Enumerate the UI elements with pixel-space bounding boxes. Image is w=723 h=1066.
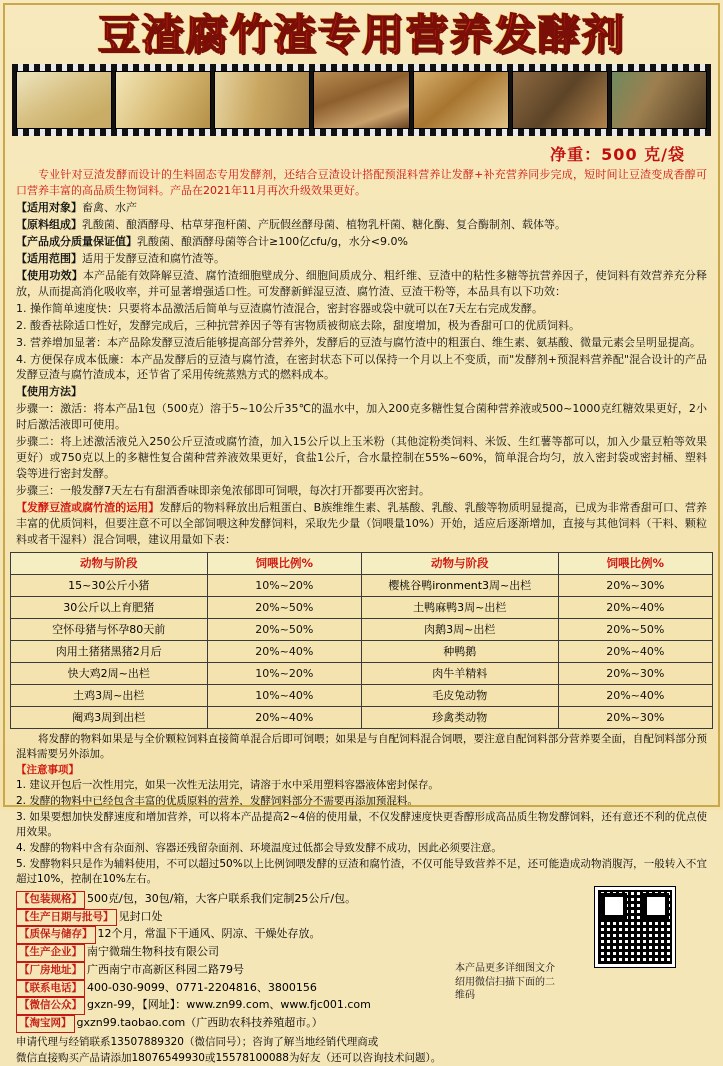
page-title: 豆渣腐竹渣专用营养发酵剂 [97,10,626,59]
effect-0: 1. 操作简单速度快：只要将本品激活后简单与豆渣腐竹渣混合，密封容器或袋中就可以在7天左右完成发酵。 [16,301,543,315]
body-text [10,167,713,548]
table-row [11,596,713,618]
row-4-col-3: 20%~30% [558,662,712,684]
row-2-col-3: 20%~50% [558,618,712,640]
footer-tag-0: 【包装规格】 [16,891,85,909]
footer-tag-2: 【质保与储存】 [16,926,96,944]
row-0-col-3: 20%~30% [558,574,712,596]
row-3-col-2: 种鸭鹅 [361,640,558,662]
row-3-col-0: 肉用土猪猪黑猪2月后 [11,640,208,662]
spec-line-2 [16,234,707,250]
notice-3: 4. 发酵的物料中含有杂面剂、容器还残留杂面剂、环境温度过低都会导致发酵不成功，因此必须要注意。 [16,842,502,855]
footer-row-7 [16,1015,707,1033]
row-1-col-3: 20%~40% [558,596,712,618]
photo-ducks [512,71,608,129]
row-5-col-1: 10%~40% [207,684,361,706]
row-1-col-2: 土鸭麻鸭3周~出栏 [361,596,558,618]
qr-block [565,887,705,967]
contact-lines [10,1033,713,1066]
footer-text-2: 12个月，常温下干通风、阴凉、干燥处存放。 [97,927,321,941]
spec-line-0 [16,200,707,216]
table-header-2: 动物与阶段 [361,552,558,574]
step-2: 步骤三：一般发酵7天左右有甜酒香味即亲兔浓郁即可饲喂，每次打开都要再次密封。 [16,484,430,497]
photo-feed-pile [413,71,509,129]
dosage-table [10,552,713,729]
spec-text-4: 本产品能有效降解豆渣、腐竹渣细胞壁成分、细胞间质成分、粗纤维、豆渣中的粘性多糖等抗营养因子，使饲料有效营养充分释放，从而提高消化吸收率，并可显著增强适口性。可发酵新鲜湿豆渣、腐竹渣、豆渣干粉等，本品具有以下功效： [16,268,708,298]
spec-text-1: 乳酸菌、酿酒酵母、枯草芽孢杆菌、产朊假丝酵母菌、植物乳杆菌、糖化酶、复合酶制剂、载体等。 [82,218,566,231]
effect-2: 3. 营养增加显著：本产品除发酵豆渣后能够提高部分营养外，发酵后的豆渣与腐竹渣中的粗蛋白、维生素、氨基酸、微量元素会呈明显提高。 [16,335,701,349]
row-6-col-0: 阉鸡3周到出栏 [11,706,208,728]
row-6-col-3: 20%~30% [558,706,712,728]
effect-1: 2. 酸香祛除适口性好，发酵完成后，三种抗营养因子等有害物质被彻底去除，甜度增加，极为香甜可口的优质饲料。 [16,318,580,332]
table-row [11,706,713,728]
table-header-1: 饲喂比例% [207,552,361,574]
contact-line-0: 申请代理与经销联系13507889320（微信同号）；咨询了解当地经销代理商或 [16,1035,379,1048]
contact-line-1: 微信直接购买产品请添加18076549930或15578100088为好友（还可以咨询技术问题）。 [16,1051,442,1064]
footer-text-0: 500克/包，30包/箱，大客户联系我们定制25公斤/包。 [87,891,357,905]
row-2-col-0: 空怀母猪与怀孕80天前 [11,618,208,640]
net-weight: 净重：500 克/袋 [550,145,685,165]
spec-label-2: 【产品成分质量保证值】 [16,234,137,248]
row-2-col-1: 20%~50% [207,618,361,640]
row-3-col-3: 20%~40% [558,640,712,662]
spec-line-4 [16,268,707,300]
notice-label: 【注意事项】 [16,763,79,776]
photo-farm [611,71,707,129]
notice-2: 3. 如果要想加快发酵速度和增加营养，可以将本产品提高2~4倍的使用量，不仅发酵速度快更香醇形成高品质生物发酵饲料，还有意还不利的优点使用效果。 [16,811,707,839]
photo-okara-shreds [115,71,211,129]
steps-label: 【使用方法】 [16,385,82,399]
footer-row-6 [16,997,707,1015]
after-table-text: 将发酵的物料如果是与全价颗粒饲料直接简单混合后即可饲喂；如果是与自配饲料混合饲喂，要注意自配饲料部分营养要全面，自配饲料部分预混料需要另外添加。 [16,732,707,760]
usage-text: 发酵后的物料释放出后粗蛋白、B族维维生素、乳基酸、乳酸、乳酸等物质明显提高，已成为非常香甜可口、营养丰富的优质饲料，但要注意不可以全部饲喂这种发酵饲料，采取先少量（饲喂量10%）开始，适应后逐渐增加，直接与其他饲料（干料、颗粒料或者干湿料）混合饲喂，建议用量如下表： [16,500,708,546]
row-5-col-0: 土鸡3周~出栏 [11,684,208,706]
footer-text-5: 400-030-9099、0771-2204816、3800156 [87,980,317,994]
spec-text-3: 适用于发酵豆渣和腐竹渣等。 [82,251,225,265]
row-6-col-1: 20%~40% [207,706,361,728]
row-0-col-1: 10%~20% [207,574,361,596]
spec-text-0: 畜禽、水产 [82,201,137,215]
table-header-row [11,552,713,574]
footer-tag-6: 【微信公众】 [16,997,85,1015]
row-4-col-0: 快大鸡2周~出栏 [11,662,208,684]
row-0-col-2: 樱桃谷鸭ironment3周~出栏 [361,574,558,596]
photo-pigs [313,71,409,129]
spec-line-3 [16,251,707,267]
intro-paragraph: 专业针对豆渣发酵而设计的生料固态专用发酵剂，还结合豆渣设计搭配预混料营养让发酵+补充营养同步完成，短时间让豆渣变成香醇可口营养丰富的高品质生物饲料。产品在2021年11月再次升级效果更好。 [16,168,707,198]
title-area [10,12,713,58]
table-row [11,662,713,684]
photo-okara-cake [16,71,112,129]
row-3-col-1: 20%~40% [207,640,361,662]
spec-label-3: 【适用范围】 [16,251,82,265]
row-4-col-1: 10%~20% [207,662,361,684]
photo-filmstrip [12,64,711,136]
notice-0: 1. 建议开包后一次性用完，如果一次性无法用完，请溶于水中采用塑料容器液体密封保存。 [16,779,439,792]
table-row [11,640,713,662]
step-1: 步骤二：将上述激活液兑入250公斤豆渣或腐竹渣，加入15公斤以上玉米粉（其他淀粉类饲料、米饭、生红薯等都可以，加入少量豆粕等效果更好）或750克以上的多糖性复合菌种营养液效果更好，食盐1公斤，合水量控制在55%~60%，简单混合均匀，放入密封袋或密封桶、塑料袋等进行密封发酵。 [16,435,707,481]
table-row [11,684,713,706]
step-0: 步骤一：激活：将本产品1包（500克）溶于5~10公斤35℃的温水中，加入200克多糖性复合菌种营养液或500~1000克红糖效果更好，2小时后激活液即可使用。 [16,402,707,432]
footer-tag-5: 【联系电话】 [16,980,85,998]
notice-label-line [16,763,707,778]
table-header-0: 动物与阶段 [11,552,208,574]
spec-label-4: 【使用功效】 [16,268,83,282]
table-row [11,574,713,596]
row-1-col-0: 30公斤以上育肥猪 [11,596,208,618]
qr-code-image [595,887,675,967]
row-2-col-2: 肉鹅3周~出栏 [361,618,558,640]
table-header-3: 饲喂比例% [558,552,712,574]
table-row [11,618,713,640]
effect-3: 4. 方便保存成本低廉：本产品发酵后的豆渣与腐竹渣，在密封状态下可以保持一个月以上不变质，而"发酵剂+预混料营养配"混合设计的产品发酵豆渣与腐竹渣成本，还节省了采用传统蒸熟方式的燃料成本。 [16,352,707,382]
footer-info [10,891,713,1033]
spec-text-2: 乳酸菌、酿酒酵母菌等合计≥100亿cfu/g，水分<9.0% [137,234,408,248]
spec-line-1 [16,217,707,233]
row-5-col-2: 毛皮兔动物 [361,684,558,706]
footer-tag-7: 【淘宝网】 [16,1015,75,1033]
footer-tag-4: 【厂房地址】 [16,962,85,980]
footer-text-7: gxzn99.taobao.com（广西助农科技养殖超市。） [76,1016,323,1030]
row-1-col-1: 20%~50% [207,596,361,618]
usage-paragraph [16,500,707,548]
usage-label: 【发酵豆渣或腐竹渣的运用】 [16,500,160,514]
row-4-col-2: 肉牛羊精料 [361,662,558,684]
row-0-col-0: 15~30公斤小猪 [11,574,208,596]
row-6-col-2: 珍禽类动物 [361,706,558,728]
qr-caption: 本产品更多详细图文介绍用微信扫描下面的二维码 [455,963,555,1002]
footer-text-1: 见封口处 [118,909,163,923]
notes-section [10,732,713,887]
photo-fermented-feed [214,71,310,129]
footer-text-4: 广西南宁市高新区科园二路79号 [87,962,244,976]
footer-text-6: gxzn-99，【网址】：www.zn99.com、www.fjc001.com [87,998,371,1012]
notice-1: 2. 发酵的物料中已经包含丰富的优质原料的营养，发酵饲料部分不需要再添加预混料。 [16,795,418,808]
spec-label-0: 【适用对象】 [16,201,82,215]
spec-label-1: 【原料组成】 [16,218,82,231]
footer-tag-1: 【生产日期与批号】 [16,909,117,927]
footer-row-5 [16,980,707,998]
notice-4: 5. 发酵物料只是作为辅料使用，不可以超过50%以上比例饲喂发酵的豆渣和腐竹渣，不仅可能导致营养不足，还可能造成动物消腹泻，一般转入不宜超过10%，控制在10%左右。 [16,858,707,885]
row-5-col-3: 20%~40% [558,684,712,706]
footer-text-3: 南宁微瑞生物科技有限公司 [87,945,219,959]
footer-tag-3: 【生产企业】 [16,944,85,962]
